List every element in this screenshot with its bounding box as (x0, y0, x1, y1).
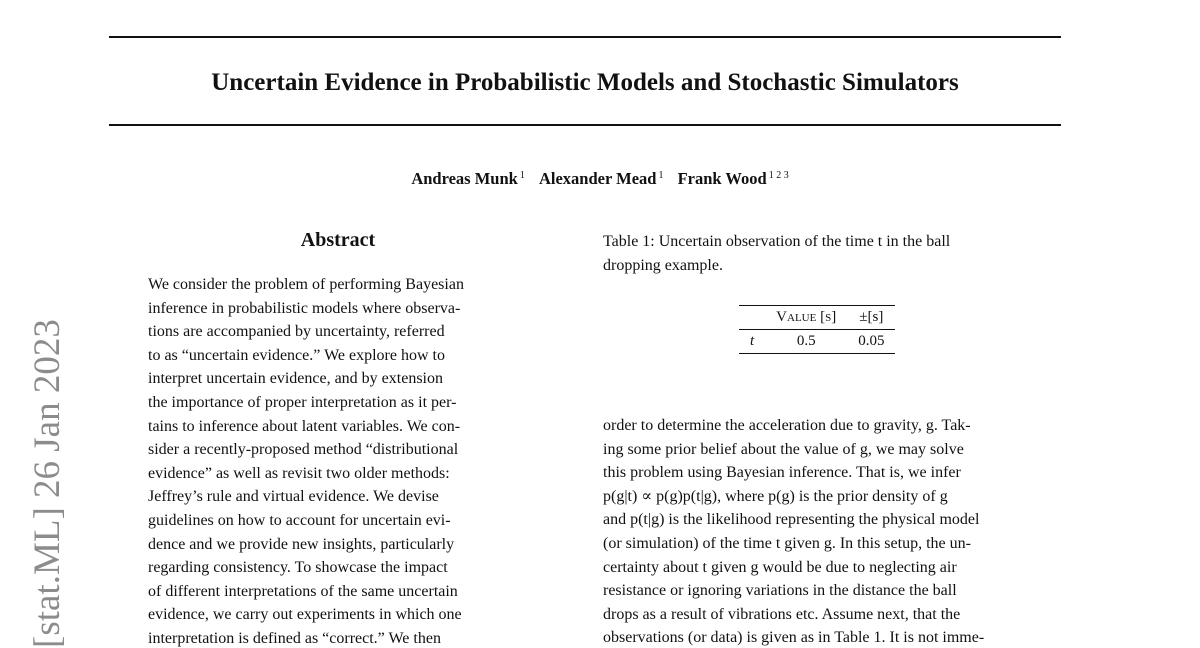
abstract-line: evidence” as well as revisit two older methods: (148, 464, 450, 482)
author (411, 169, 525, 188)
table-header-row (739, 306, 895, 330)
author (678, 169, 789, 188)
abstract-line: the importance of proper interpretation as it per- (148, 393, 457, 411)
body-line: (or simulation) of the time t given g. In this setup, the un- (603, 534, 971, 552)
author-list (0, 169, 1200, 189)
body-line: and p(t|g) is the likelihood representing the physical model (603, 511, 980, 529)
body-line: p(g|t) ∝ p(g)p(t|g), where p(g) is the prior density of g (603, 487, 948, 505)
abstract-line: guidelines on how to account for uncertain evi- (148, 511, 451, 529)
abstract-line: to as “uncertain evidence.” We explore how to (148, 346, 445, 364)
body-line: certainty about t given g would be due to neglecting air (603, 558, 957, 576)
body-line: observations (or data) is given as in Table 1. It is not imme- (603, 629, 985, 647)
table-cell: t (750, 333, 755, 349)
table-header-cell (739, 306, 765, 330)
paper-title: Uncertain Evidence in Probabilistic Models and Stochastic Simulators (211, 69, 959, 96)
caption-line: dropping example. (603, 256, 723, 274)
body-line: resistance or ignoring variations in the distance the ball (603, 582, 957, 600)
abstract-line: of different interpretations of the same uncertain (148, 582, 458, 600)
abstract-line: Jeffrey’s rule and virtual evidence. We devise (148, 488, 439, 506)
body-line: drops as a result of vibrations etc. Assume next, that the (603, 605, 961, 623)
arxiv-side-stamp: [stat.ML] 26 Jan 2023 (27, 319, 68, 648)
title-rule-bottom (109, 124, 1061, 126)
abstract-line: tains to inference about latent variables. We con- (148, 417, 461, 435)
abstract-heading: Abstract (300, 229, 376, 251)
abstract-line: interpret uncertain evidence, and by extension (148, 370, 443, 388)
table-cell: 0.05 (858, 333, 885, 349)
table-caption (603, 230, 1063, 277)
body-line: ing some prior belief about the value of g, we may solve (603, 440, 964, 458)
body-line: order to determine the acceleration due to gravity, g. Tak- (603, 417, 971, 434)
table-header-cell: ±[s] (859, 309, 884, 325)
abstract-line: interpretation is defined as “correct.” We then (148, 629, 441, 647)
author-affiliation: 1 2 3 (768, 170, 789, 181)
abstract-line: We consider the problem of performing Bayesian (148, 276, 464, 293)
author-affiliation: 1 (658, 170, 664, 181)
body-text-right (603, 414, 1063, 648)
author-name: Frank Wood (677, 169, 767, 188)
observation-table (739, 305, 895, 354)
author-name: Alexander Mead (538, 169, 657, 188)
abstract-line: inference in probabilistic models where observa- (148, 299, 461, 317)
caption-line: Table 1: Uncertain observation of the time t in the ball (603, 233, 951, 250)
abstract-line: evidence, we carry out experiments in which one (148, 606, 462, 624)
abstract-line: tions are accompanied by uncertainty, referred (148, 323, 445, 341)
abstract-line: sider a recently-proposed method “distributional (148, 441, 459, 459)
abstract-line: dence and we provide new insights, particularly (148, 535, 455, 553)
abstract-body (148, 273, 530, 648)
table-row (739, 330, 895, 354)
body-line: this problem using Bayesian inference. That is, we infer (603, 464, 961, 482)
author (539, 169, 663, 188)
table-cell: 0.5 (796, 333, 816, 349)
table-header-cell: Value [s] (776, 309, 837, 325)
author-affiliation: 1 (519, 170, 525, 181)
abstract-line: regarding consistency. To showcase the impact (148, 559, 448, 577)
author-name: Andreas Munk (411, 169, 518, 188)
title-rule-top (109, 36, 1061, 38)
